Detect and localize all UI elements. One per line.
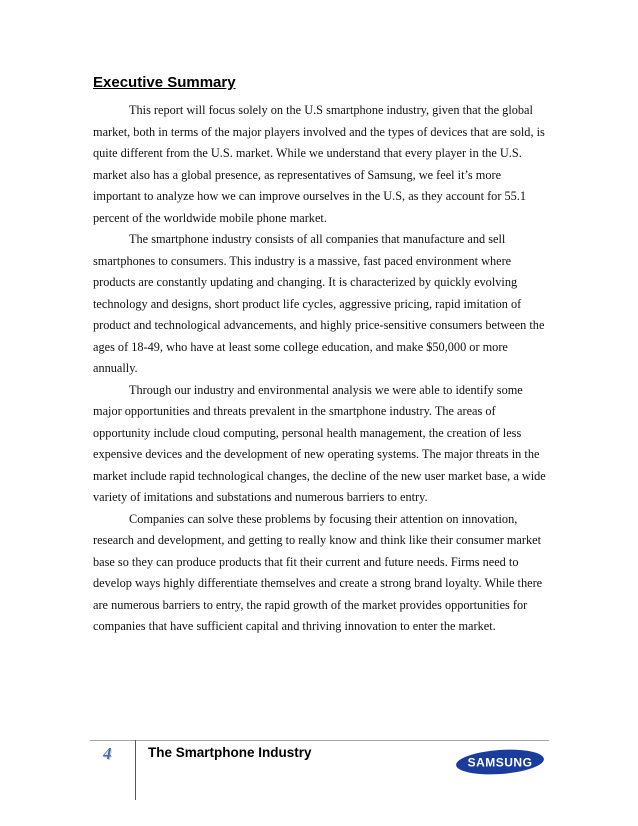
footer-title: The Smartphone Industry [148, 745, 312, 760]
samsung-logo [455, 749, 545, 775]
body-text [93, 100, 548, 638]
footer-vertical-divider [135, 740, 136, 800]
paragraph: The smartphone industry consists of all companies that manufacture and sell smartphones to consumers. This industry is a massive, fast paced environment where products are constantly updating and changing. It is characterized by quickly evolving technology and designs, short product life cycles, aggressive pricing, rapid imitation of product and technological advancements, and highly price-sensitive consumers between the ages of 18-49, who have at least some college education, and make $50,000 or more annually. [93, 232, 545, 375]
paragraph: Through our industry and environmental analysis we were able to identify some major opportunities and threats prevalent in the smartphone industry. The areas of opportunity include cloud computing, personal health management, the creation of less expensive devices and the development of new operating systems. The major threats in the market include rapid technological changes, the decline of the new user market base, a wide variety of imitations and substations and numerous barriers to entry. [93, 382, 546, 504]
footer-divider [90, 740, 549, 741]
page-number: 4 [103, 744, 112, 763]
samsung-logo-icon [455, 749, 545, 775]
paragraph: Companies can solve these problems by focusing their attention on innovation, research and development, and getting to really know and think like their consumer market base so they can produce products that fit their current and future needs. Firms need to develop ways highly differentiate themselves and create a strong brand loyalty. While there are numerous barriers to entry, the rapid growth of the market provides opportunities for companies that have sufficient capital and thriving innovation to enter the market. [93, 511, 543, 633]
paragraph: This report will focus solely on the U.S smartphone industry, given that the global market, both in terms of the major players involved and the types of devices that are sold, is quite different from the U.S. market. While we understand that every player in the U.S. market also has a global presence, as representatives of Samsung, we feel it’s more important to analyze how we can improve ourselves in the U.S, as they account for 55.1 percent of the worldwide mobile phone market. [93, 103, 545, 225]
logo-text: SAMSUNG [467, 755, 533, 770]
section-heading: Executive Summary [93, 74, 236, 91]
